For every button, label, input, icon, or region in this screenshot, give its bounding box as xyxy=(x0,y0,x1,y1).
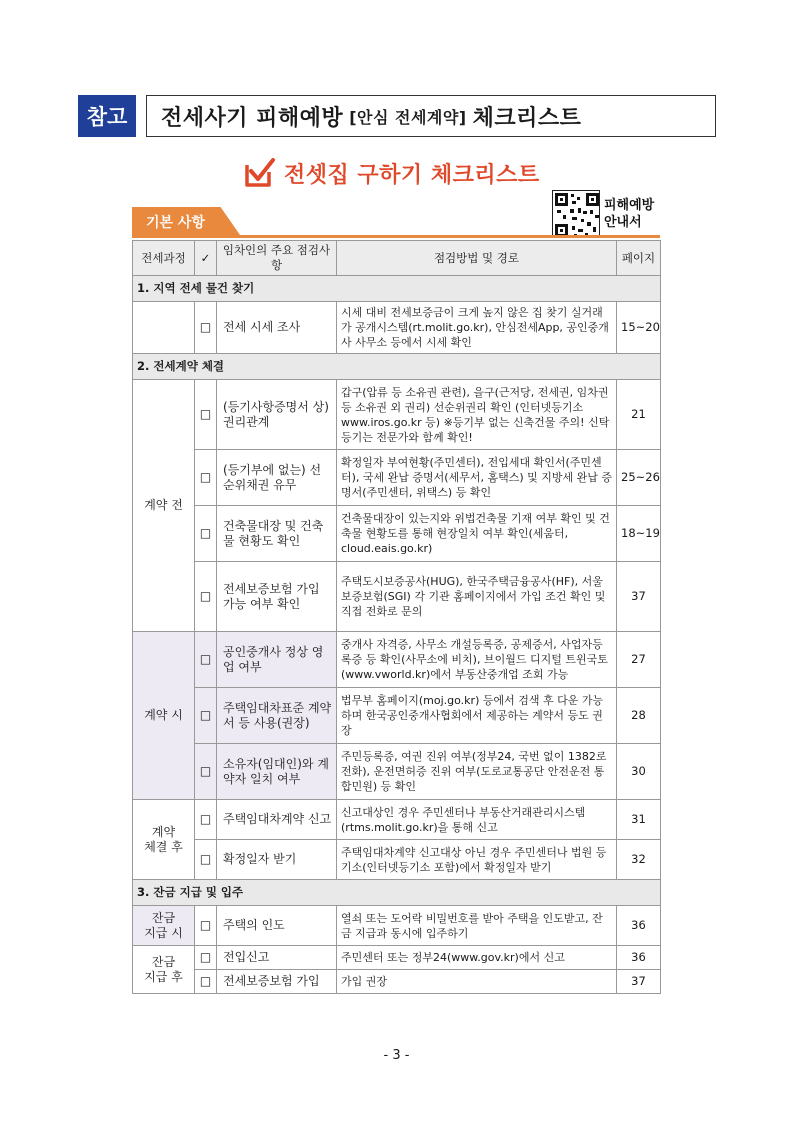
header-process: 전세과정 xyxy=(133,241,195,276)
checkbox[interactable]: □ xyxy=(195,970,217,994)
qr-guide[interactable] xyxy=(552,190,654,238)
page-number: - 3 - xyxy=(383,1048,410,1063)
header-method: 점검방법 및 경로 xyxy=(337,241,617,276)
table-row: 계약 시 □ 공인중개사 정상 영업 여부 중개사 자격증, 사무소 개설등록증, 공제증서, 사업자등록증 등 확인(사무소에 비치), 브이월드 디지털 트윈국토(www.vworld.kr)에서 부동산중개업 조회 가능 27 xyxy=(133,632,661,688)
page-header xyxy=(78,95,716,137)
table-row: 잔금 지급 시 □ 주택의 인도 열쇠 또는 도어락 비밀번호를 받아 주택을 인도받고, 잔금 지급과 동시에 입주하기 36 xyxy=(133,906,661,946)
table-header-row xyxy=(133,241,661,276)
table-row: 잔금 지급 후 □ 전입신고 주민센터 또는 정부24(www.gov.kr)에서 신고 36 xyxy=(133,946,661,970)
checkbox[interactable]: □ xyxy=(195,744,217,800)
reference-badge: 참고 xyxy=(78,95,136,137)
checkbox[interactable]: □ xyxy=(195,946,217,970)
checkbox[interactable]: □ xyxy=(195,632,217,688)
stage-pay: 잔금 지급 시 xyxy=(133,906,195,946)
checkbox[interactable]: □ xyxy=(195,840,217,880)
qr-caption: 피해예방 안내서 xyxy=(604,198,655,230)
header-page: 페이지 xyxy=(617,241,661,276)
table-row: □ 소유자(임대인)와 계약자 일치 여부 주민등록증, 여권 진위 여부(정부24, 국번 없이 1382로 전화), 운전면허증 진위 여부(도로교통공단 안전운전 통합민원) 등 확인 30 xyxy=(133,744,661,800)
checklist-brand xyxy=(242,155,540,191)
checklist-table xyxy=(132,240,661,994)
checkbox[interactable]: □ xyxy=(195,800,217,840)
table-row: □ 전세보증보험 가입 가능 여부 확인 주택도시보증공사(HUG), 한국주택금융공사(HF), 서울보증보험(SGI) 각 기관 홈페이지에서 가입 조건 확인 및 직접 전화로 문의 37 xyxy=(133,562,661,632)
checkmark-icon xyxy=(242,156,276,190)
stage-after: 계약 체결 후 xyxy=(133,800,195,880)
section-row: 1. 지역 전세 물건 찾기 xyxy=(133,276,661,302)
table-row: □ 건축물대장 및 건축물 현황도 확인 건축물대장이 있는지와 위법건축물 기재 여부 확인 및 건축물 현황도를 통해 현장일치 여부 확인(세움터, cloud.eais.go.kr) 18~19 xyxy=(133,506,661,562)
checkbox[interactable]: □ xyxy=(195,688,217,744)
header-item: 임차인의 주요 점검사항 xyxy=(217,241,337,276)
checkbox[interactable]: □ xyxy=(195,562,217,632)
title-paren: [안심 전세계약] xyxy=(349,107,467,127)
section-row: 2. 전세계약 체결 xyxy=(133,354,661,380)
page-title xyxy=(146,95,716,137)
tab-divider xyxy=(132,235,660,238)
table-row: □ 주택임대차표준 계약서 등 사용(권장) 법무부 홈페이지(moj.go.kr) 등에서 검색 후 다운 가능하며 한국공인중개사협회에서 제공하는 계약서 등도 권장 28 xyxy=(133,688,661,744)
stage-before: 계약 전 xyxy=(133,380,195,632)
table-row: □ 확정일자 받기 주택임대차계약 신고대상 아닌 경우 주민센터나 법원 등기소(인터넷등기소 포함)에서 확정일자 받기 32 xyxy=(133,840,661,880)
table-row: □ 전세 시세 조사 시세 대비 전세보증금이 크게 높지 않은 집 찾기 실거래가 공개시스템(rt.molit.go.kr), 안심전세App, 공인중개사 사무소 등에서 시세 확인 15~20 xyxy=(133,302,661,354)
brand-title: 전셋집 구하기 체크리스트 xyxy=(284,162,540,188)
header-check: ✓ xyxy=(195,241,217,276)
section-row: 3. 잔금 지급 및 입주 xyxy=(133,880,661,906)
checkbox[interactable]: □ xyxy=(195,506,217,562)
checkbox[interactable]: □ xyxy=(195,450,217,506)
stage-during: 계약 시 xyxy=(133,632,195,800)
table-row: 계약 전 □ (등기사항증명서 상) 권리관계 갑구(압류 등 소유권 관련), 을구(근저당, 전세권, 임차권 등 소유권 외 권리) 선순위권리 확인 (인터넷등기소 www.iros.go.kr 등) ※등기부 없는 신축건물 주의! 신탁등기는 전문가와 함께 확인! 21 xyxy=(133,380,661,450)
title-tail: 체크리스트 xyxy=(472,105,582,131)
table-row: 계약 체결 후 □ 주택임대차계약 신고 신고대상인 경우 주민센터나 부동산거래관리시스템(rtms.molit.go.kr)을 통해 신고 31 xyxy=(133,800,661,840)
qr-code-icon[interactable] xyxy=(552,190,600,238)
table-row: □ (등기부에 없는) 선순위채권 유무 확정일자 부여현황(주민센터), 전입세대 확인서(주민센터), 국세 완납 증명서(세무서, 홈택스) 및 지방세 완납 증명서(주민센터, 위택스) 등 확인 25~26 xyxy=(133,450,661,506)
table-row: □ 전세보증보험 가입 가입 권장 37 xyxy=(133,970,661,994)
checkbox[interactable]: □ xyxy=(195,380,217,450)
checkbox[interactable]: □ xyxy=(195,906,217,946)
stage-post: 잔금 지급 후 xyxy=(133,946,195,994)
title-main: 전세사기 피해예방 xyxy=(161,105,344,131)
basic-info-tab: 기본 사항 xyxy=(132,207,240,235)
checkbox[interactable]: □ xyxy=(195,302,217,354)
